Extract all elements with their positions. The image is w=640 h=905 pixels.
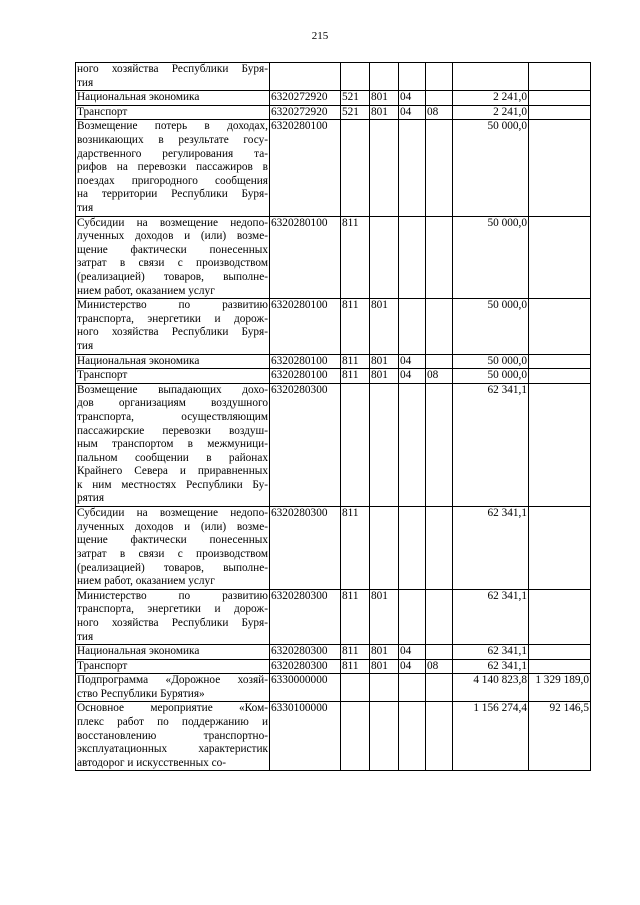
section-code-cell: 04	[399, 354, 426, 369]
budget-table	[75, 62, 591, 771]
table-row	[76, 369, 591, 384]
amount-cell: 62 341,1	[453, 589, 529, 644]
target-article-code-cell: 6320280100	[270, 369, 341, 384]
section-code-cell	[399, 120, 426, 216]
table-row	[76, 645, 591, 660]
item-name-line: лученных доходов и (или) возме-	[77, 230, 268, 243]
department-code-cell: 801	[370, 354, 399, 369]
item-name-line: щение фактически понесенных	[77, 243, 268, 256]
item-name-line: рятия	[77, 492, 105, 505]
item-name-line: ного хозяйства Республики Буря-	[77, 63, 268, 75]
item-name-line: эксплуатационных характеристик	[77, 743, 268, 756]
target-article-code-cell: 6320280300	[270, 645, 341, 660]
expense-type-cell	[341, 120, 370, 216]
item-name-line: Субсидии на возмещение недопо-	[77, 216, 268, 229]
item-name-line: тия	[77, 76, 94, 89]
amount-second-cell	[529, 589, 591, 644]
amount-cell: 50 000,0	[453, 299, 529, 354]
item-name-line: восстановлению транспортно-	[77, 729, 268, 742]
table-row	[76, 91, 591, 106]
table-row	[76, 216, 591, 299]
subsection-code-cell	[426, 645, 453, 660]
department-code-cell	[370, 63, 399, 91]
amount-second-cell: 1 329 189,0	[529, 674, 591, 702]
item-name-line: к ним местностях Республики Бу-	[77, 478, 268, 491]
item-name-line: Возмещение выпадающих дохо-	[77, 383, 268, 396]
amount-cell: 62 341,1	[453, 507, 529, 590]
item-name-line: Возмещение потерь в доходах,	[77, 120, 268, 133]
amount-second-cell	[529, 120, 591, 216]
expense-type-cell: 521	[341, 105, 370, 120]
item-name-line: Министерство по развитию	[77, 299, 268, 312]
item-name-line: на территории Республики Буря-	[77, 188, 268, 201]
department-code-cell: 801	[370, 589, 399, 644]
item-name-line: Транспорт	[77, 659, 128, 672]
budget-table-body	[76, 63, 591, 771]
expense-type-cell: 811	[341, 507, 370, 590]
amount-cell: 50 000,0	[453, 216, 529, 299]
amount-cell: 2 241,0	[453, 105, 529, 120]
item-name-cell	[76, 105, 270, 120]
subsection-code-cell: 08	[426, 659, 453, 674]
section-code-cell	[399, 674, 426, 702]
target-article-code-cell: 6330000000	[270, 674, 341, 702]
section-code-cell	[399, 216, 426, 299]
subsection-code-cell	[426, 507, 453, 590]
table-row	[76, 120, 591, 216]
target-article-code-cell: 6320280100	[270, 120, 341, 216]
item-name-line: Национальная экономика	[77, 91, 200, 104]
expense-type-cell: 811	[341, 589, 370, 644]
item-name-cell	[76, 63, 270, 91]
subsection-code-cell	[426, 383, 453, 506]
item-name-line: щение фактически понесенных	[77, 534, 268, 547]
item-name-cell	[76, 702, 270, 771]
item-name-line: ного хозяйства Республики Буря-	[77, 616, 268, 629]
department-code-cell: 801	[370, 105, 399, 120]
item-name-line: транспорта, осуществляющим	[77, 410, 268, 423]
item-name-cell	[76, 645, 270, 660]
target-article-code-cell	[270, 63, 341, 91]
item-name-cell	[76, 120, 270, 216]
item-name-line: затрат в связи с производством	[77, 257, 268, 270]
item-name-line: тия	[77, 201, 94, 214]
amount-second-cell	[529, 383, 591, 506]
amount-second-cell	[529, 645, 591, 660]
target-article-code-cell: 6320280300	[270, 589, 341, 644]
amount-second-cell	[529, 369, 591, 384]
subsection-code-cell	[426, 120, 453, 216]
department-code-cell	[370, 216, 399, 299]
item-name-line: нием работ, оказанием услуг	[77, 575, 215, 588]
item-name-cell	[76, 383, 270, 506]
item-name-cell	[76, 659, 270, 674]
item-name-line: ного хозяйства Республики Буря-	[77, 326, 268, 339]
item-name-cell	[76, 369, 270, 384]
table-row	[76, 105, 591, 120]
item-name-line: Основное мероприятие «Ком-	[77, 702, 268, 715]
subsection-code-cell	[426, 674, 453, 702]
item-name-line: ство Республики Бурятия»	[77, 687, 205, 700]
item-name-line: лученных доходов и (или) возме-	[77, 520, 268, 533]
expense-type-cell: 811	[341, 216, 370, 299]
table-row	[76, 702, 591, 771]
expense-type-cell	[341, 702, 370, 771]
item-name-line: тия	[77, 630, 94, 643]
section-code-cell	[399, 383, 426, 506]
amount-cell	[453, 63, 529, 91]
department-code-cell: 801	[370, 91, 399, 106]
item-name-line: возникающих в результате госу-	[77, 133, 268, 146]
department-code-cell	[370, 120, 399, 216]
amount-second-cell	[529, 299, 591, 354]
expense-type-cell: 811	[341, 299, 370, 354]
table-row	[76, 299, 591, 354]
item-name-line: пальном сообщении в районах	[77, 451, 268, 464]
item-name-line: Национальная экономика	[77, 354, 200, 367]
item-name-line: дарственного регулирования та-	[77, 147, 268, 160]
item-name-line: Субсидии на возмещение недопо-	[77, 507, 268, 520]
target-article-code-cell: 6320280100	[270, 216, 341, 299]
amount-cell: 4 140 823,8	[453, 674, 529, 702]
table-row	[76, 507, 591, 590]
item-name-line: затрат в связи с производством	[77, 547, 268, 560]
item-name-line: рифов на перевозки пассажиров в	[77, 161, 268, 174]
target-article-code-cell: 6330100000	[270, 702, 341, 771]
amount-cell: 62 341,1	[453, 383, 529, 506]
item-name-cell	[76, 354, 270, 369]
item-name-line: Подпрограмма «Дорожное хозяй-	[77, 674, 268, 687]
amount-cell: 62 341,1	[453, 659, 529, 674]
department-code-cell: 801	[370, 659, 399, 674]
subsection-code-cell: 08	[426, 105, 453, 120]
item-name-line: транспорта, энергетики и дорож-	[77, 603, 268, 616]
section-code-cell: 04	[399, 105, 426, 120]
section-code-cell	[399, 63, 426, 91]
item-name-line: поездах пригородного сообщения	[77, 174, 268, 187]
amount-cell: 50 000,0	[453, 354, 529, 369]
item-name-line: Министерство по развитию	[77, 589, 268, 602]
item-name-line: Национальная экономика	[77, 645, 200, 658]
table-row	[76, 354, 591, 369]
expense-type-cell: 811	[341, 645, 370, 660]
subsection-code-cell	[426, 702, 453, 771]
section-code-cell	[399, 507, 426, 590]
table-row	[76, 674, 591, 702]
item-name-cell	[76, 216, 270, 299]
department-code-cell	[370, 383, 399, 506]
expense-type-cell: 521	[341, 91, 370, 106]
amount-second-cell	[529, 105, 591, 120]
expense-type-cell: 811	[341, 354, 370, 369]
item-name-cell	[76, 507, 270, 590]
amount-second-cell: 92 146,5	[529, 702, 591, 771]
section-code-cell: 04	[399, 659, 426, 674]
table-row	[76, 659, 591, 674]
department-code-cell: 801	[370, 369, 399, 384]
section-code-cell: 04	[399, 369, 426, 384]
item-name-line: автодорог и искусственных со-	[77, 756, 227, 769]
item-name-line: транспорта, энергетики и дорож-	[77, 312, 268, 325]
expense-type-cell	[341, 383, 370, 506]
target-article-code-cell: 6320272920	[270, 91, 341, 106]
amount-second-cell	[529, 91, 591, 106]
subsection-code-cell	[426, 91, 453, 106]
target-article-code-cell: 6320280100	[270, 354, 341, 369]
item-name-line: плекс работ по поддержанию и	[77, 716, 268, 729]
target-article-code-cell: 6320280100	[270, 299, 341, 354]
section-code-cell: 04	[399, 645, 426, 660]
item-name-cell	[76, 674, 270, 702]
target-article-code-cell: 6320272920	[270, 105, 341, 120]
amount-cell: 1 156 274,4	[453, 702, 529, 771]
expense-type-cell: 811	[341, 369, 370, 384]
amount-cell: 50 000,0	[453, 120, 529, 216]
amount-second-cell	[529, 507, 591, 590]
department-code-cell	[370, 674, 399, 702]
section-code-cell: 04	[399, 91, 426, 106]
item-name-line: Транспорт	[77, 369, 128, 382]
subsection-code-cell	[426, 354, 453, 369]
expense-type-cell	[341, 674, 370, 702]
section-code-cell	[399, 702, 426, 771]
item-name-line: дов организациям воздушного	[77, 397, 268, 410]
subsection-code-cell	[426, 216, 453, 299]
amount-second-cell	[529, 63, 591, 91]
expense-type-cell	[341, 63, 370, 91]
department-code-cell	[370, 702, 399, 771]
item-name-cell	[76, 589, 270, 644]
target-article-code-cell: 6320280300	[270, 383, 341, 506]
item-name-cell	[76, 91, 270, 106]
target-article-code-cell: 6320280300	[270, 507, 341, 590]
department-code-cell: 801	[370, 299, 399, 354]
amount-second-cell	[529, 216, 591, 299]
amount-cell: 62 341,1	[453, 645, 529, 660]
table-row	[76, 589, 591, 644]
expense-type-cell: 811	[341, 659, 370, 674]
table-row	[76, 383, 591, 506]
department-code-cell: 801	[370, 645, 399, 660]
amount-cell: 50 000,0	[453, 369, 529, 384]
subsection-code-cell	[426, 299, 453, 354]
subsection-code-cell: 08	[426, 369, 453, 384]
item-name-line: тия	[77, 339, 94, 352]
item-name-line: Крайнего Севера и приравненных	[77, 465, 268, 478]
item-name-line: ным транспортом в межмуници-	[77, 438, 268, 451]
item-name-line: Транспорт	[77, 105, 128, 118]
page-number: 215	[311, 30, 329, 42]
amount-cell: 2 241,0	[453, 91, 529, 106]
amount-second-cell	[529, 354, 591, 369]
section-code-cell	[399, 299, 426, 354]
subsection-code-cell	[426, 63, 453, 91]
item-name-line: пассажирские перевозки воздуш-	[77, 424, 268, 437]
item-name-line: (реализацией) товаров, выполне-	[77, 270, 268, 283]
amount-second-cell	[529, 659, 591, 674]
section-code-cell	[399, 589, 426, 644]
target-article-code-cell: 6320280300	[270, 659, 341, 674]
subsection-code-cell	[426, 589, 453, 644]
item-name-line: нием работ, оказанием услуг	[77, 284, 215, 297]
item-name-cell	[76, 299, 270, 354]
table-row	[76, 63, 591, 91]
item-name-line: (реализацией) товаров, выполне-	[77, 561, 268, 574]
department-code-cell	[370, 507, 399, 590]
